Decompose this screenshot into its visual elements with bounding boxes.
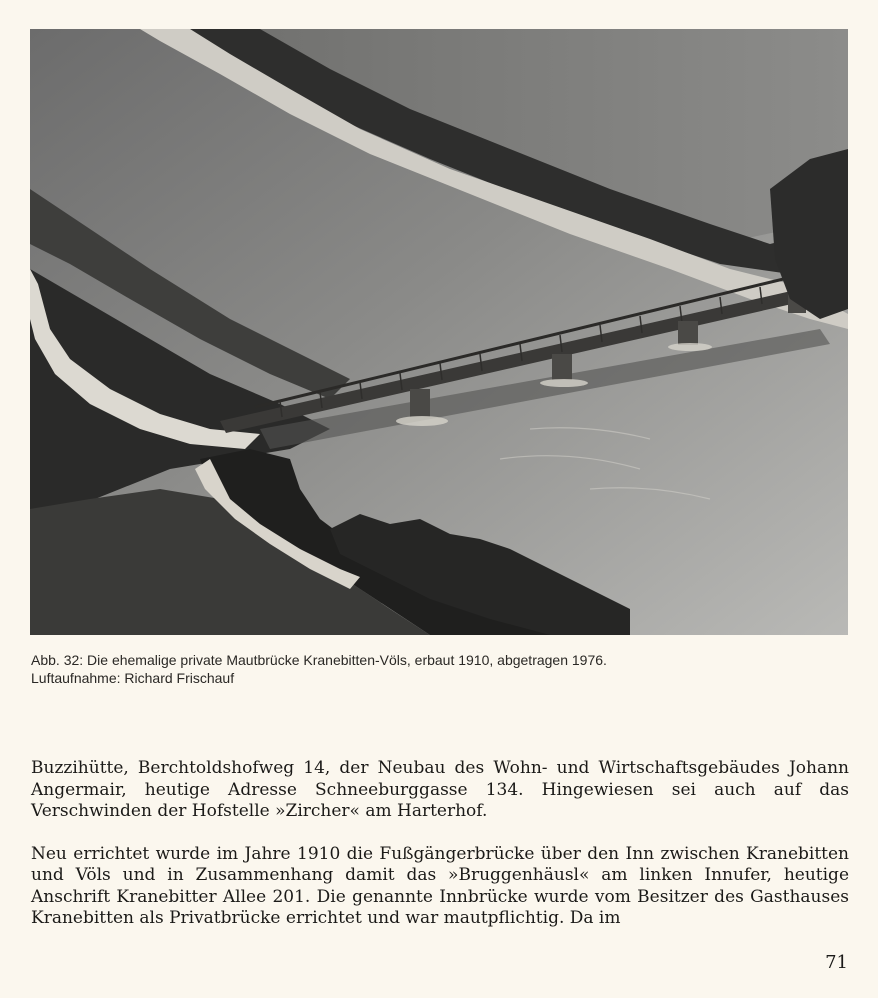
body-text — [31, 758, 849, 930]
paragraph: Neu errichtet wurde im Jahre 1910 die Fußgängerbrücke über den Inn zwischen Kranebitten und Völs und in Zusammenhang damit das »Bruggenhäusl« am linken Innufer, heutige Anschrift Kranebitter Allee 201. Die genannte Innbrücke wurde vom Besitzer des Gasthauses Kranebitten als Privatbrücke errichtet und war mautpflichtig. Da im — [31, 843, 849, 928]
paragraph: Buzzihütte, Berchtoldshofweg 14, der Neubau des Wohn- und Wirtschaftsgebäudes Johann Angermair, heutige Adresse Schneeburggasse 134. Hingewiesen sei auch auf das Verschwinden der Hofstelle »Zircher« am Harterhof. — [31, 758, 849, 821]
figure-caption — [31, 651, 851, 687]
aerial-photograph-bridge — [30, 29, 848, 635]
page-number: 71 — [825, 952, 848, 973]
figure-caption-title: Abb. 32: Die ehemalige private Mautbrücke Kranebitten-Völs, erbaut 1910, abgetragen 1976. — [31, 652, 607, 668]
figure-caption-credit: Luftaufnahme: Richard Frischauf — [31, 670, 235, 686]
